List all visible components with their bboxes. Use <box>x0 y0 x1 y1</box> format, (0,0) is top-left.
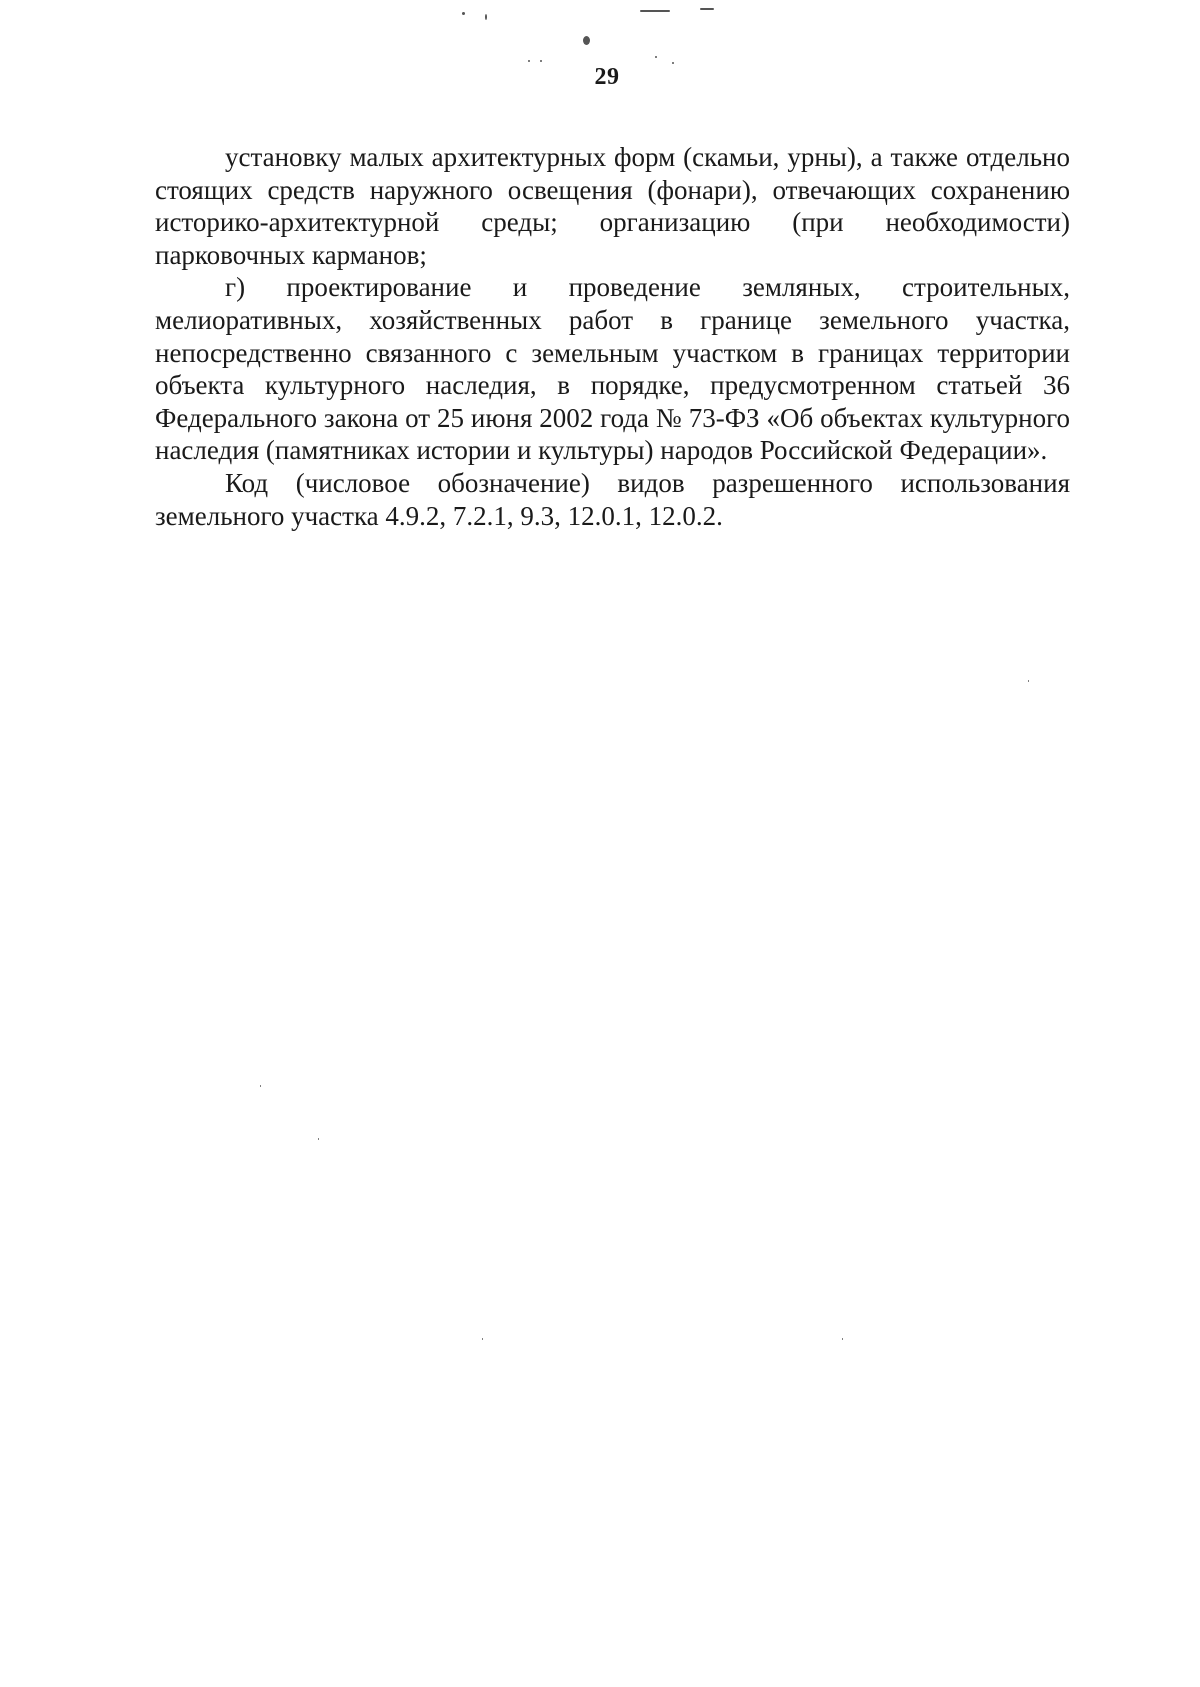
scan-speck <box>640 10 670 12</box>
scan-speck <box>528 60 530 62</box>
scan-speck <box>482 1338 483 1340</box>
scan-speck <box>485 14 487 20</box>
scan-speck <box>842 1338 843 1340</box>
scan-speck <box>1028 680 1029 682</box>
scan-speck <box>318 1138 319 1140</box>
paragraph-3: Код (числовое обозначение) видов разрешенного использования земельного участка 4.9.2, 7.2.1, 9.3, 12.0.1, 12.0.2. <box>155 467 1070 531</box>
scan-speck <box>540 60 542 62</box>
scan-speck <box>700 8 714 10</box>
paragraph-1: установку малых архитектурных форм (скамьи, урны), а также отдельно стоящих средств наружного освещения (фонари), отвечающих сохранению историко-архитектурной среды; организацию (при необходимости) парковочных карманов; <box>155 142 1070 270</box>
document-body <box>155 141 1070 532</box>
paragraph-2: г) проектирование и проведение земляных, строительных, мелиоративных, хозяйственных работ в границе земельного участка, непосредственно связанного с земельным участком в границах территории объекта культурного наследия, в порядке, предусмотренном статьей 36 Федерального закона от 25 июня 2002 года № 73-ФЗ «Об объектах культурного наследия (памятниках истории и культуры) народов Российской Федерации». <box>155 272 1070 466</box>
scan-speck <box>260 1085 261 1087</box>
page-number: 29 <box>594 64 620 90</box>
scan-speck <box>655 56 657 58</box>
scan-speck <box>462 12 465 15</box>
scan-speck <box>583 36 590 45</box>
